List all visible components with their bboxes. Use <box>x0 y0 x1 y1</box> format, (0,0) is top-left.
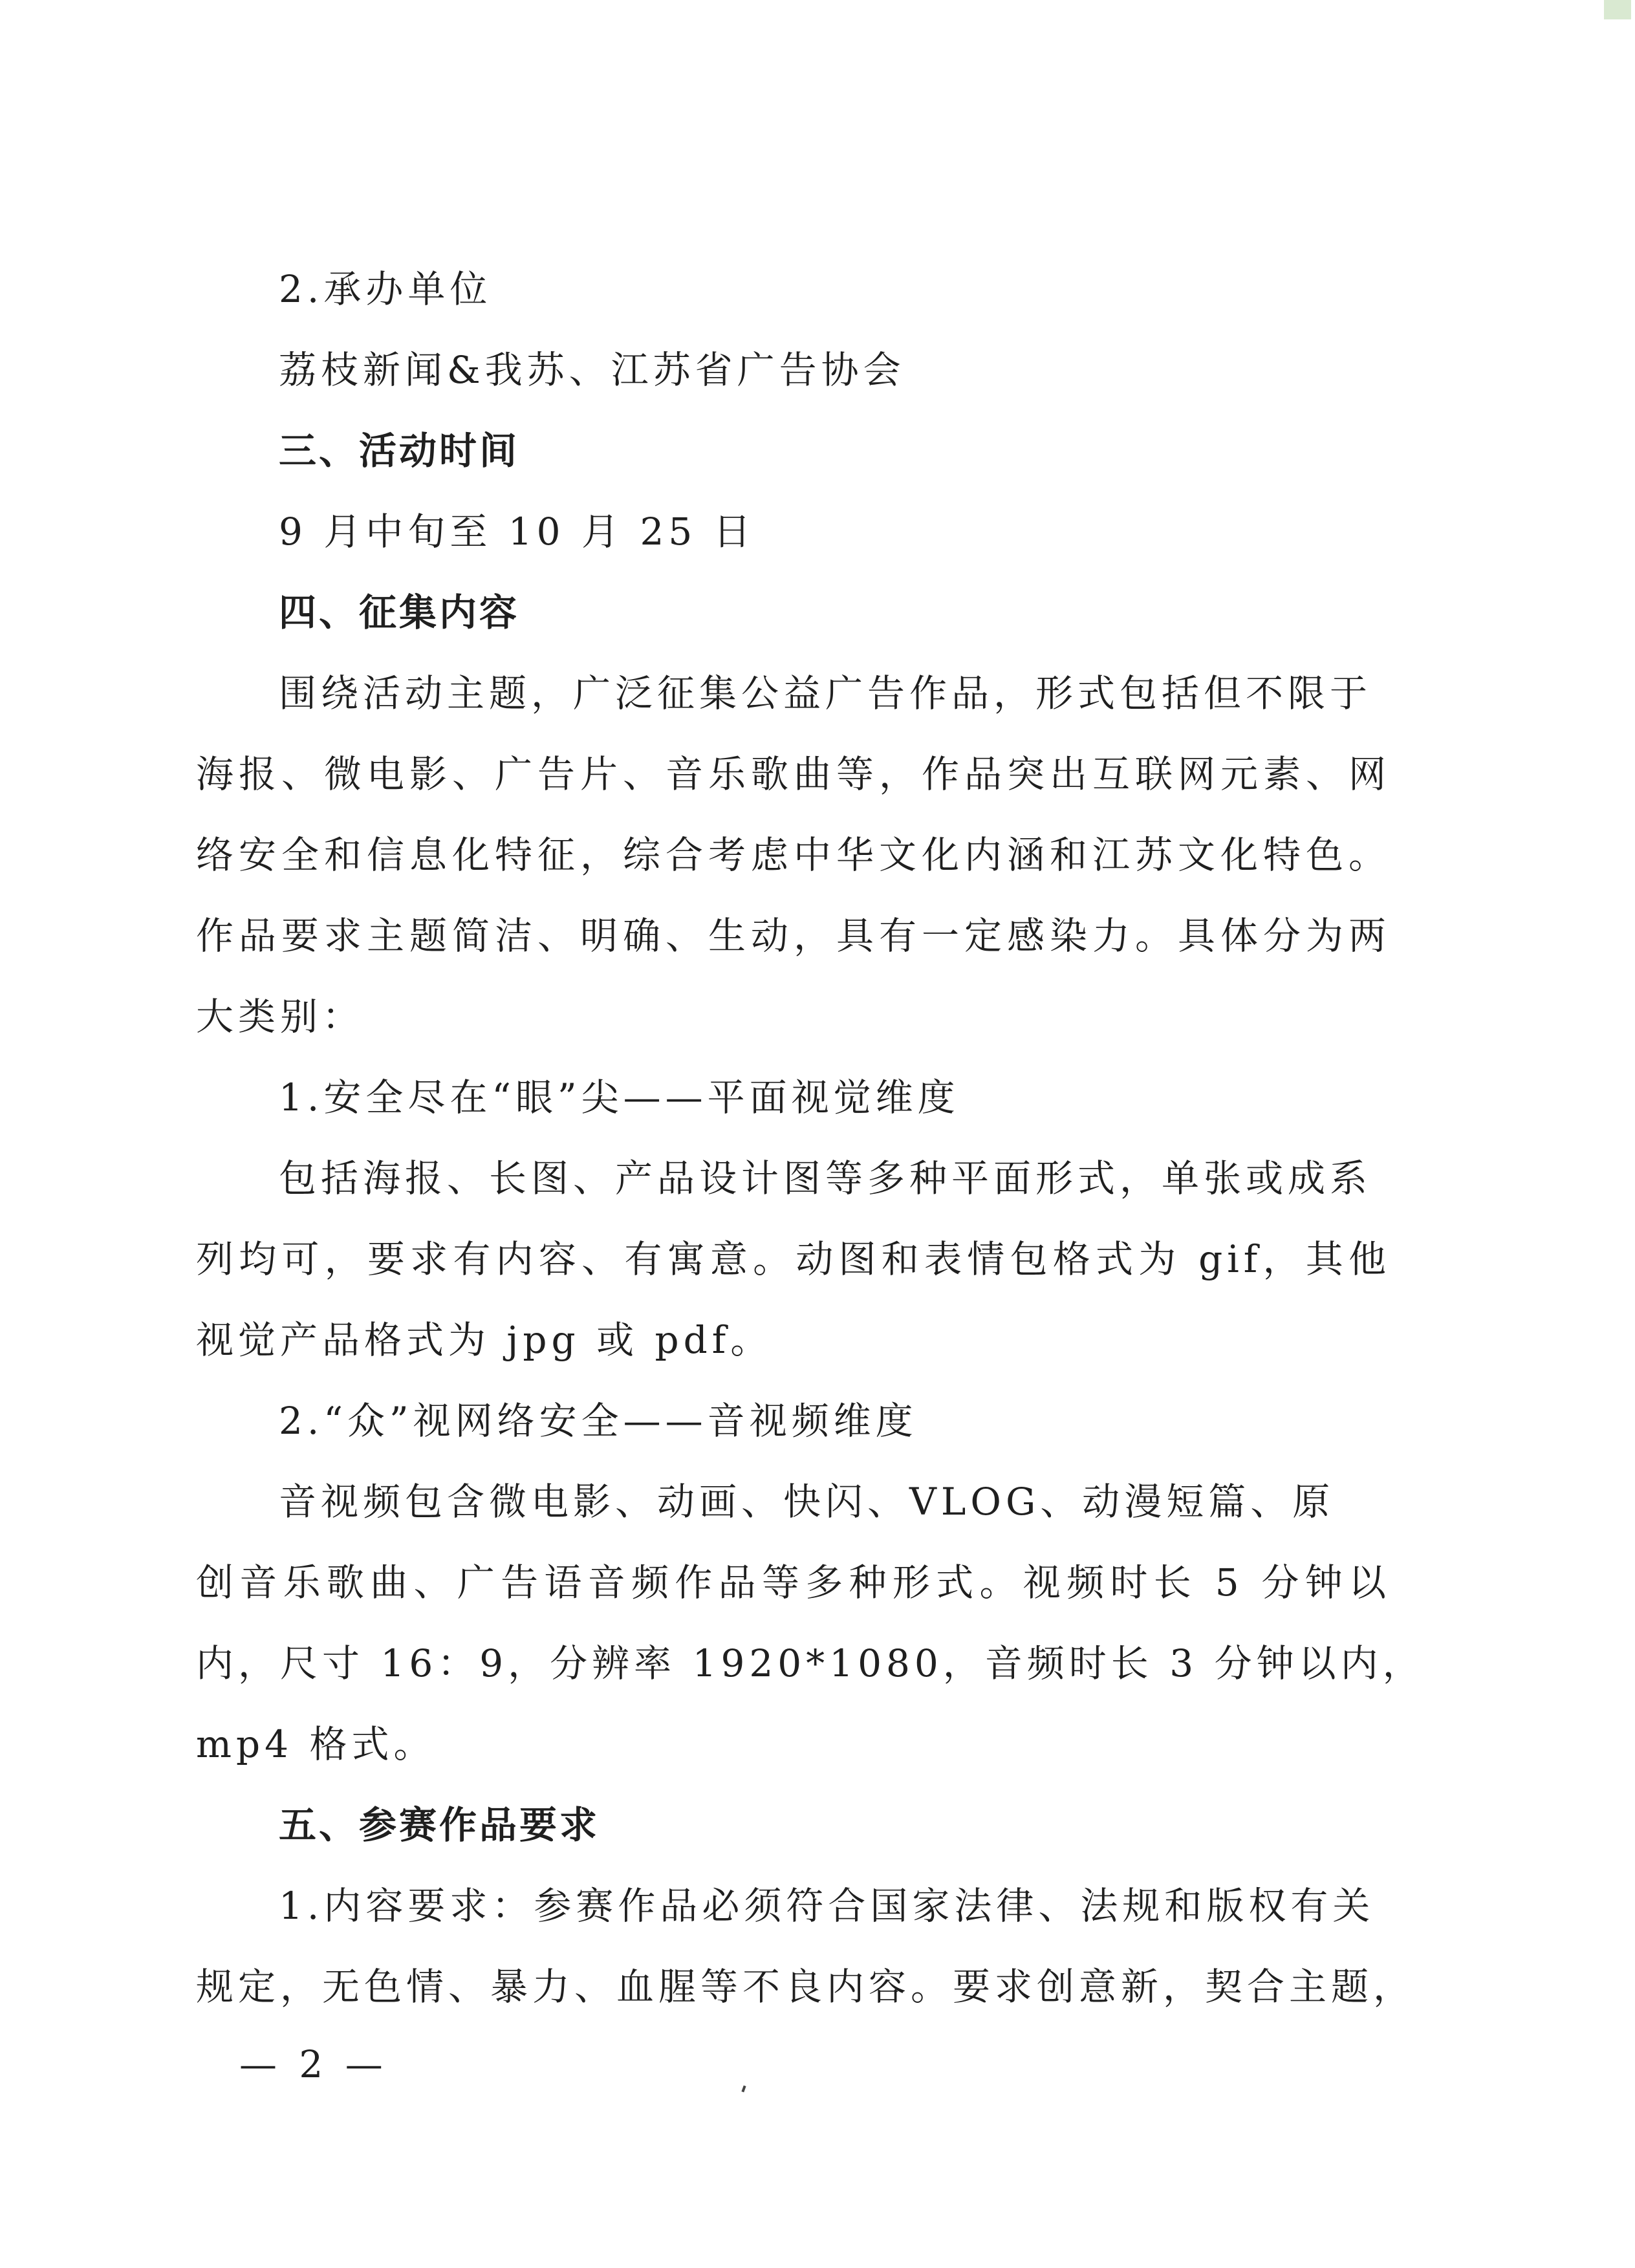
paragraph-line: 作品要求主题简洁、明确、生动，具有一定感染力。具体分为两 <box>196 914 1391 958</box>
paragraph-line: 列均可，要求有内容、有寓意。动图和表情包格式为 gif，其他 <box>196 1237 1391 1281</box>
section-heading: 五、参赛作品要求 <box>279 1803 600 1847</box>
paragraph-line: 创音乐歌曲、广告语音频作品等多种形式。视频时长 5 分钟以 <box>196 1561 1391 1604</box>
section-subheading: 2.承办单位 <box>279 267 492 311</box>
scan-speck <box>741 2086 746 2093</box>
paragraph-line: 包括海报、长图、产品设计图等多种平面形式，单张或成系 <box>279 1156 1372 1200</box>
paragraph-line: 视觉产品格式为 jpg 或 pdf。 <box>196 1318 773 1362</box>
paragraph-line: 围绕活动主题，广泛征集公益广告作品，形式包括但不限于 <box>279 671 1372 715</box>
paragraph-line: 音视频包含微电影、动画、快闪、VLOG、动漫短篇、原 <box>279 1480 1335 1524</box>
scan-edge-mark <box>1604 0 1631 19</box>
paragraph-line: 荔枝新闻&我苏、江苏省广告协会 <box>279 348 905 392</box>
section-heading: 四、征集内容 <box>279 590 520 634</box>
section-heading: 三、活动时间 <box>279 429 520 473</box>
section-subheading: 1.安全尽在“眼”尖——平面视觉维度 <box>279 1075 960 1119</box>
paragraph-line: mp4 格式。 <box>196 1722 436 1766</box>
paragraph-line: 1.内容要求：参赛作品必须符合国家法律、法规和版权有关 <box>279 1884 1375 1928</box>
paragraph-line: 大类别： <box>196 995 365 1039</box>
paragraph-line: 9 月中旬至 10 月 25 日 <box>279 510 755 554</box>
paragraph-line: 海报、微电影、广告片、音乐歌曲等，作品突出互联网元素、网 <box>196 752 1391 796</box>
paragraph-line: 络安全和信息化特征，综合考虑中华文化内涵和江苏文化特色。 <box>196 833 1391 877</box>
page-number: — 2 — <box>239 2042 388 2086</box>
section-subheading: 2.“众”视网络安全——音视频维度 <box>279 1399 918 1443</box>
paragraph-line: 规定，无色情、暴力、血腥等不良内容。要求创意新，契合主题， <box>196 1965 1416 2009</box>
paragraph-line: 内，尺寸 16：9，分辨率 1920*1080，音频时长 3 分钟以内， <box>196 1641 1425 1685</box>
